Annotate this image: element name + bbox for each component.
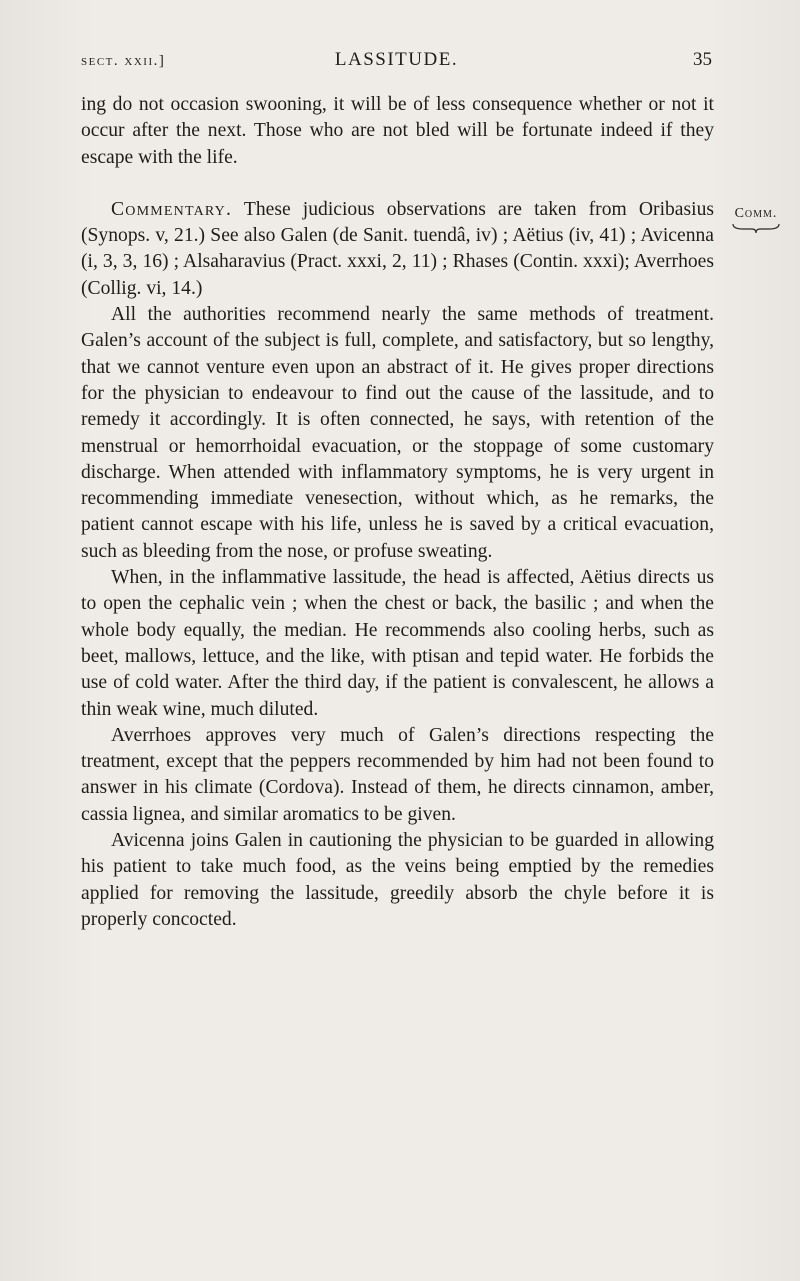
paragraph-commentary (81, 197, 714, 302)
paragraph-avicenna: Avicenna joins Galen in cautioning the physician to be guarded in allowing his patient to take much food, as the veins being emptied by the remedies applied for removing the lassitude, greedily absorb the chyle before it is properly concocted. (81, 830, 714, 930)
paragraph-galen-treatment: All the authorities recommend nearly the same methods of treatment. Galen’s account of the subject is full, complete, and satisfactory, but so lengthy, that we cannot venture even upon an abstract of it. He gives proper directions for the physician to endeavour to find out the cause of the lassitude, and to remedy it accordingly. It is often connected, he says, with retention of the menstrual or hemorrhoidal evacuation, or the stoppage of some customary discharge. When attended with inflammatory symptoms, he is very urgent in recommending immediate venesection, without which, as he remarks, the patient cannot escape with his life, unless he is saved by a critical evacuation, such as bleeding from the nose, or profuse sweating. (81, 304, 714, 562)
page-number: 35 (693, 49, 712, 70)
curly-brace-icon (731, 222, 781, 234)
paragraph-continuation: ing do not occasion swooning, it will be of less consequence whether or not it occur after the next. Those who are not bled will be fortunate indeed if they escape with the life. (81, 94, 714, 168)
paragraph-aetius: When, in the inflammative lassitude, the head is affected, Aëtius directs us to open the cephalic vein ; when the chest or back, the basilic ; and when the whole body equally, the median. He recommends also cooling herbs, such as beet, mallows, lettuce, and the like, with ptisan and tepid water. He forbids the use of cold water. After the third day, if the patient is convalescent, he allows a thin weak wine, much diluted. (81, 567, 714, 720)
commentary-label: Commentary. (111, 198, 233, 220)
running-header (81, 49, 712, 73)
paragraph-averrhoes: Averrhoes approves very much of Galen’s directions respecting the treatment, except that the peppers recommended by him had not been found to answer in his climate (Cordova). Instead of them, he directs cinnamon, amber, cassia lignea, and similar aromatics to be given. (81, 724, 714, 825)
section-reference: sect. xxii.] (81, 53, 166, 69)
commentary-text: These judicious observations are taken from Oribasius (Synops. v, 21.) See also Galen (de Sanit. tuendâ, iv) ; Aëtius (iv, 41) ; Avicenna (i, 3, 3, 16) ; Alsaharavius (Pract. xxxi, 2, 11) ; Rhases (Contin. xxxi); Averrhoes (Collig. vi, 14.) (81, 198, 714, 299)
main-text (81, 92, 714, 933)
page-title: LASSITUDE. (334, 49, 459, 70)
margin-note (721, 206, 791, 234)
margin-note-label: Comm. (734, 206, 778, 221)
